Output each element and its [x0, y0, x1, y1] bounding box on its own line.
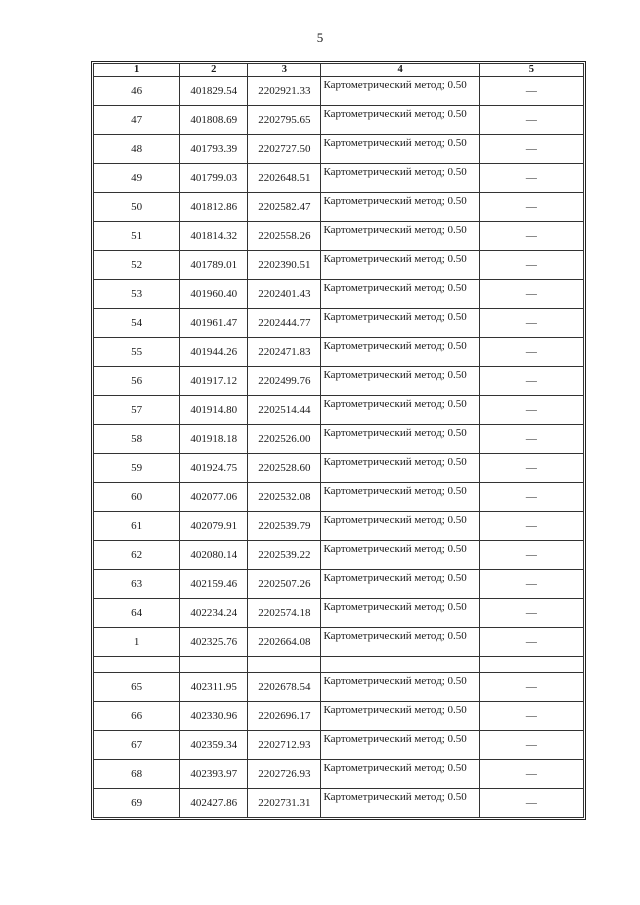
dash-cell: — — [479, 135, 583, 164]
y-coordinate-cell: 2202727.50 — [248, 135, 321, 164]
dash-cell: — — [479, 309, 583, 338]
table-row — [94, 106, 584, 135]
dash-cell: — — [479, 570, 583, 599]
x-coordinate-cell: 401829.54 — [180, 77, 248, 106]
empty-cell — [180, 657, 248, 673]
header-col-3: 3 — [248, 64, 321, 77]
x-coordinate-cell: 402159.46 — [180, 570, 248, 599]
method-cell: Картометрический метод; 0.50 — [321, 789, 479, 818]
method-cell: Картометрический метод; 0.50 — [321, 541, 479, 570]
method-cell: Картометрический метод; 0.50 — [321, 628, 479, 657]
y-coordinate-cell: 2202712.93 — [248, 731, 321, 760]
x-coordinate-cell: 402079.91 — [180, 512, 248, 541]
method-cell: Картометрический метод; 0.50 — [321, 483, 479, 512]
header-col-5: 5 — [479, 64, 583, 77]
y-coordinate-cell: 2202558.26 — [248, 222, 321, 251]
dash-cell: — — [479, 789, 583, 818]
method-cell: Картометрический метод; 0.50 — [321, 106, 479, 135]
x-coordinate-cell: 401917.12 — [180, 367, 248, 396]
dash-cell: — — [479, 731, 583, 760]
y-coordinate-cell: 2202582.47 — [248, 193, 321, 222]
method-cell: Картометрический метод; 0.50 — [321, 164, 479, 193]
y-coordinate-cell: 2202539.79 — [248, 512, 321, 541]
empty-cell — [479, 657, 583, 673]
table-row — [94, 599, 584, 628]
x-coordinate-cell: 401812.86 — [180, 193, 248, 222]
x-coordinate-cell: 401924.75 — [180, 454, 248, 483]
point-number-cell: 64 — [94, 599, 180, 628]
x-coordinate-cell: 401799.03 — [180, 164, 248, 193]
table-row — [94, 570, 584, 599]
dash-cell: — — [479, 628, 583, 657]
table-row — [94, 483, 584, 512]
y-coordinate-cell: 2202726.93 — [248, 760, 321, 789]
dash-cell: — — [479, 222, 583, 251]
table-row — [94, 193, 584, 222]
x-coordinate-cell: 401914.80 — [180, 396, 248, 425]
y-coordinate-cell: 2202471.83 — [248, 338, 321, 367]
point-number-cell: 58 — [94, 425, 180, 454]
y-coordinate-cell: 2202648.51 — [248, 164, 321, 193]
point-number-cell: 54 — [94, 309, 180, 338]
table-row — [94, 309, 584, 338]
y-coordinate-cell: 2202528.60 — [248, 454, 321, 483]
point-number-cell: 47 — [94, 106, 180, 135]
method-cell: Картометрический метод; 0.50 — [321, 731, 479, 760]
point-number-cell: 57 — [94, 396, 180, 425]
method-cell: Картометрический метод; 0.50 — [321, 599, 479, 628]
table-row — [94, 760, 584, 789]
page-number: 5 — [316, 30, 324, 45]
table-row — [94, 702, 584, 731]
y-coordinate-cell: 2202499.76 — [248, 367, 321, 396]
dash-cell: — — [479, 367, 583, 396]
method-cell: Картометрический метод; 0.50 — [321, 193, 479, 222]
x-coordinate-cell: 402311.95 — [180, 673, 248, 702]
point-number-cell: 62 — [94, 541, 180, 570]
table-row — [94, 673, 584, 702]
x-coordinate-cell: 402234.24 — [180, 599, 248, 628]
method-cell: Картометрический метод; 0.50 — [321, 309, 479, 338]
y-coordinate-cell: 2202539.22 — [248, 541, 321, 570]
method-cell: Картометрический метод; 0.50 — [321, 135, 479, 164]
y-coordinate-cell: 2202921.33 — [248, 77, 321, 106]
table-row — [94, 731, 584, 760]
dash-cell: — — [479, 760, 583, 789]
y-coordinate-cell: 2202507.26 — [248, 570, 321, 599]
method-cell: Картометрический метод; 0.50 — [321, 396, 479, 425]
method-cell: Картометрический метод; 0.50 — [321, 702, 479, 731]
x-coordinate-cell: 401808.69 — [180, 106, 248, 135]
point-number-cell: 67 — [94, 731, 180, 760]
coordinates-table-frame — [91, 61, 586, 820]
point-number-cell: 50 — [94, 193, 180, 222]
point-number-cell: 65 — [94, 673, 180, 702]
table-row — [94, 454, 584, 483]
empty-cell — [248, 657, 321, 673]
y-coordinate-cell: 2202574.18 — [248, 599, 321, 628]
method-cell: Картометрический метод; 0.50 — [321, 570, 479, 599]
x-coordinate-cell: 401944.26 — [180, 338, 248, 367]
dash-cell: — — [479, 512, 583, 541]
point-number-cell: 51 — [94, 222, 180, 251]
x-coordinate-cell: 402077.06 — [180, 483, 248, 512]
dash-cell: — — [479, 193, 583, 222]
separator-row — [94, 657, 584, 673]
point-number-cell: 55 — [94, 338, 180, 367]
y-coordinate-cell: 2202514.44 — [248, 396, 321, 425]
dash-cell: — — [479, 541, 583, 570]
x-coordinate-cell: 401793.39 — [180, 135, 248, 164]
y-coordinate-cell: 2202696.17 — [248, 702, 321, 731]
point-number-cell: 69 — [94, 789, 180, 818]
method-cell: Картометрический метод; 0.50 — [321, 367, 479, 396]
point-number-cell: 60 — [94, 483, 180, 512]
table-row — [94, 77, 584, 106]
x-coordinate-cell: 402325.76 — [180, 628, 248, 657]
point-number-cell: 1 — [94, 628, 180, 657]
point-number-cell: 66 — [94, 702, 180, 731]
header-col-2: 2 — [180, 64, 248, 77]
table-row — [94, 251, 584, 280]
dash-cell: — — [479, 251, 583, 280]
y-coordinate-cell: 2202526.00 — [248, 425, 321, 454]
point-number-cell: 63 — [94, 570, 180, 599]
dash-cell: — — [479, 702, 583, 731]
y-coordinate-cell: 2202401.43 — [248, 280, 321, 309]
header-col-4: 4 — [321, 64, 479, 77]
table-body — [94, 77, 584, 818]
method-cell: Картометрический метод; 0.50 — [321, 338, 479, 367]
point-number-cell: 61 — [94, 512, 180, 541]
dash-cell: — — [479, 77, 583, 106]
point-number-cell: 52 — [94, 251, 180, 280]
table-row — [94, 135, 584, 164]
dash-cell: — — [479, 164, 583, 193]
table-row — [94, 628, 584, 657]
x-coordinate-cell: 401918.18 — [180, 425, 248, 454]
y-coordinate-cell: 2202678.54 — [248, 673, 321, 702]
point-number-cell: 48 — [94, 135, 180, 164]
table-row — [94, 164, 584, 193]
dash-cell: — — [479, 106, 583, 135]
method-cell: Картометрический метод; 0.50 — [321, 760, 479, 789]
y-coordinate-cell: 2202390.51 — [248, 251, 321, 280]
y-coordinate-cell: 2202532.08 — [248, 483, 321, 512]
dash-cell: — — [479, 673, 583, 702]
dash-cell: — — [479, 280, 583, 309]
table-row — [94, 789, 584, 818]
x-coordinate-cell: 401961.47 — [180, 309, 248, 338]
method-cell: Картометрический метод; 0.50 — [321, 280, 479, 309]
method-cell: Картометрический метод; 0.50 — [321, 673, 479, 702]
point-number-cell: 56 — [94, 367, 180, 396]
table-row — [94, 338, 584, 367]
x-coordinate-cell: 401814.32 — [180, 222, 248, 251]
method-cell: Картометрический метод; 0.50 — [321, 222, 479, 251]
point-number-cell: 68 — [94, 760, 180, 789]
y-coordinate-cell: 2202664.08 — [248, 628, 321, 657]
table-row — [94, 396, 584, 425]
point-number-cell: 46 — [94, 77, 180, 106]
table-row — [94, 541, 584, 570]
point-number-cell: 53 — [94, 280, 180, 309]
dash-cell: — — [479, 483, 583, 512]
x-coordinate-cell: 402080.14 — [180, 541, 248, 570]
table-row — [94, 512, 584, 541]
dash-cell: — — [479, 396, 583, 425]
x-coordinate-cell: 402393.97 — [180, 760, 248, 789]
point-number-cell: 49 — [94, 164, 180, 193]
table-row — [94, 280, 584, 309]
method-cell: Картометрический метод; 0.50 — [321, 77, 479, 106]
method-cell: Картометрический метод; 0.50 — [321, 512, 479, 541]
dash-cell: — — [479, 425, 583, 454]
coordinates-table — [93, 63, 584, 818]
y-coordinate-cell: 2202444.77 — [248, 309, 321, 338]
x-coordinate-cell: 401789.01 — [180, 251, 248, 280]
header-col-1: 1 — [94, 64, 180, 77]
point-number-cell: 59 — [94, 454, 180, 483]
x-coordinate-cell: 402330.96 — [180, 702, 248, 731]
method-cell: Картометрический метод; 0.50 — [321, 251, 479, 280]
y-coordinate-cell: 2202731.31 — [248, 789, 321, 818]
dash-cell: — — [479, 454, 583, 483]
method-cell: Картометрический метод; 0.50 — [321, 454, 479, 483]
y-coordinate-cell: 2202795.65 — [248, 106, 321, 135]
empty-cell — [321, 657, 479, 673]
table-row — [94, 367, 584, 396]
table-row — [94, 425, 584, 454]
dash-cell: — — [479, 338, 583, 367]
method-cell: Картометрический метод; 0.50 — [321, 425, 479, 454]
x-coordinate-cell: 401960.40 — [180, 280, 248, 309]
x-coordinate-cell: 402359.34 — [180, 731, 248, 760]
x-coordinate-cell: 402427.86 — [180, 789, 248, 818]
dash-cell: — — [479, 599, 583, 628]
header-row — [94, 64, 584, 77]
table-row — [94, 222, 584, 251]
empty-cell — [94, 657, 180, 673]
